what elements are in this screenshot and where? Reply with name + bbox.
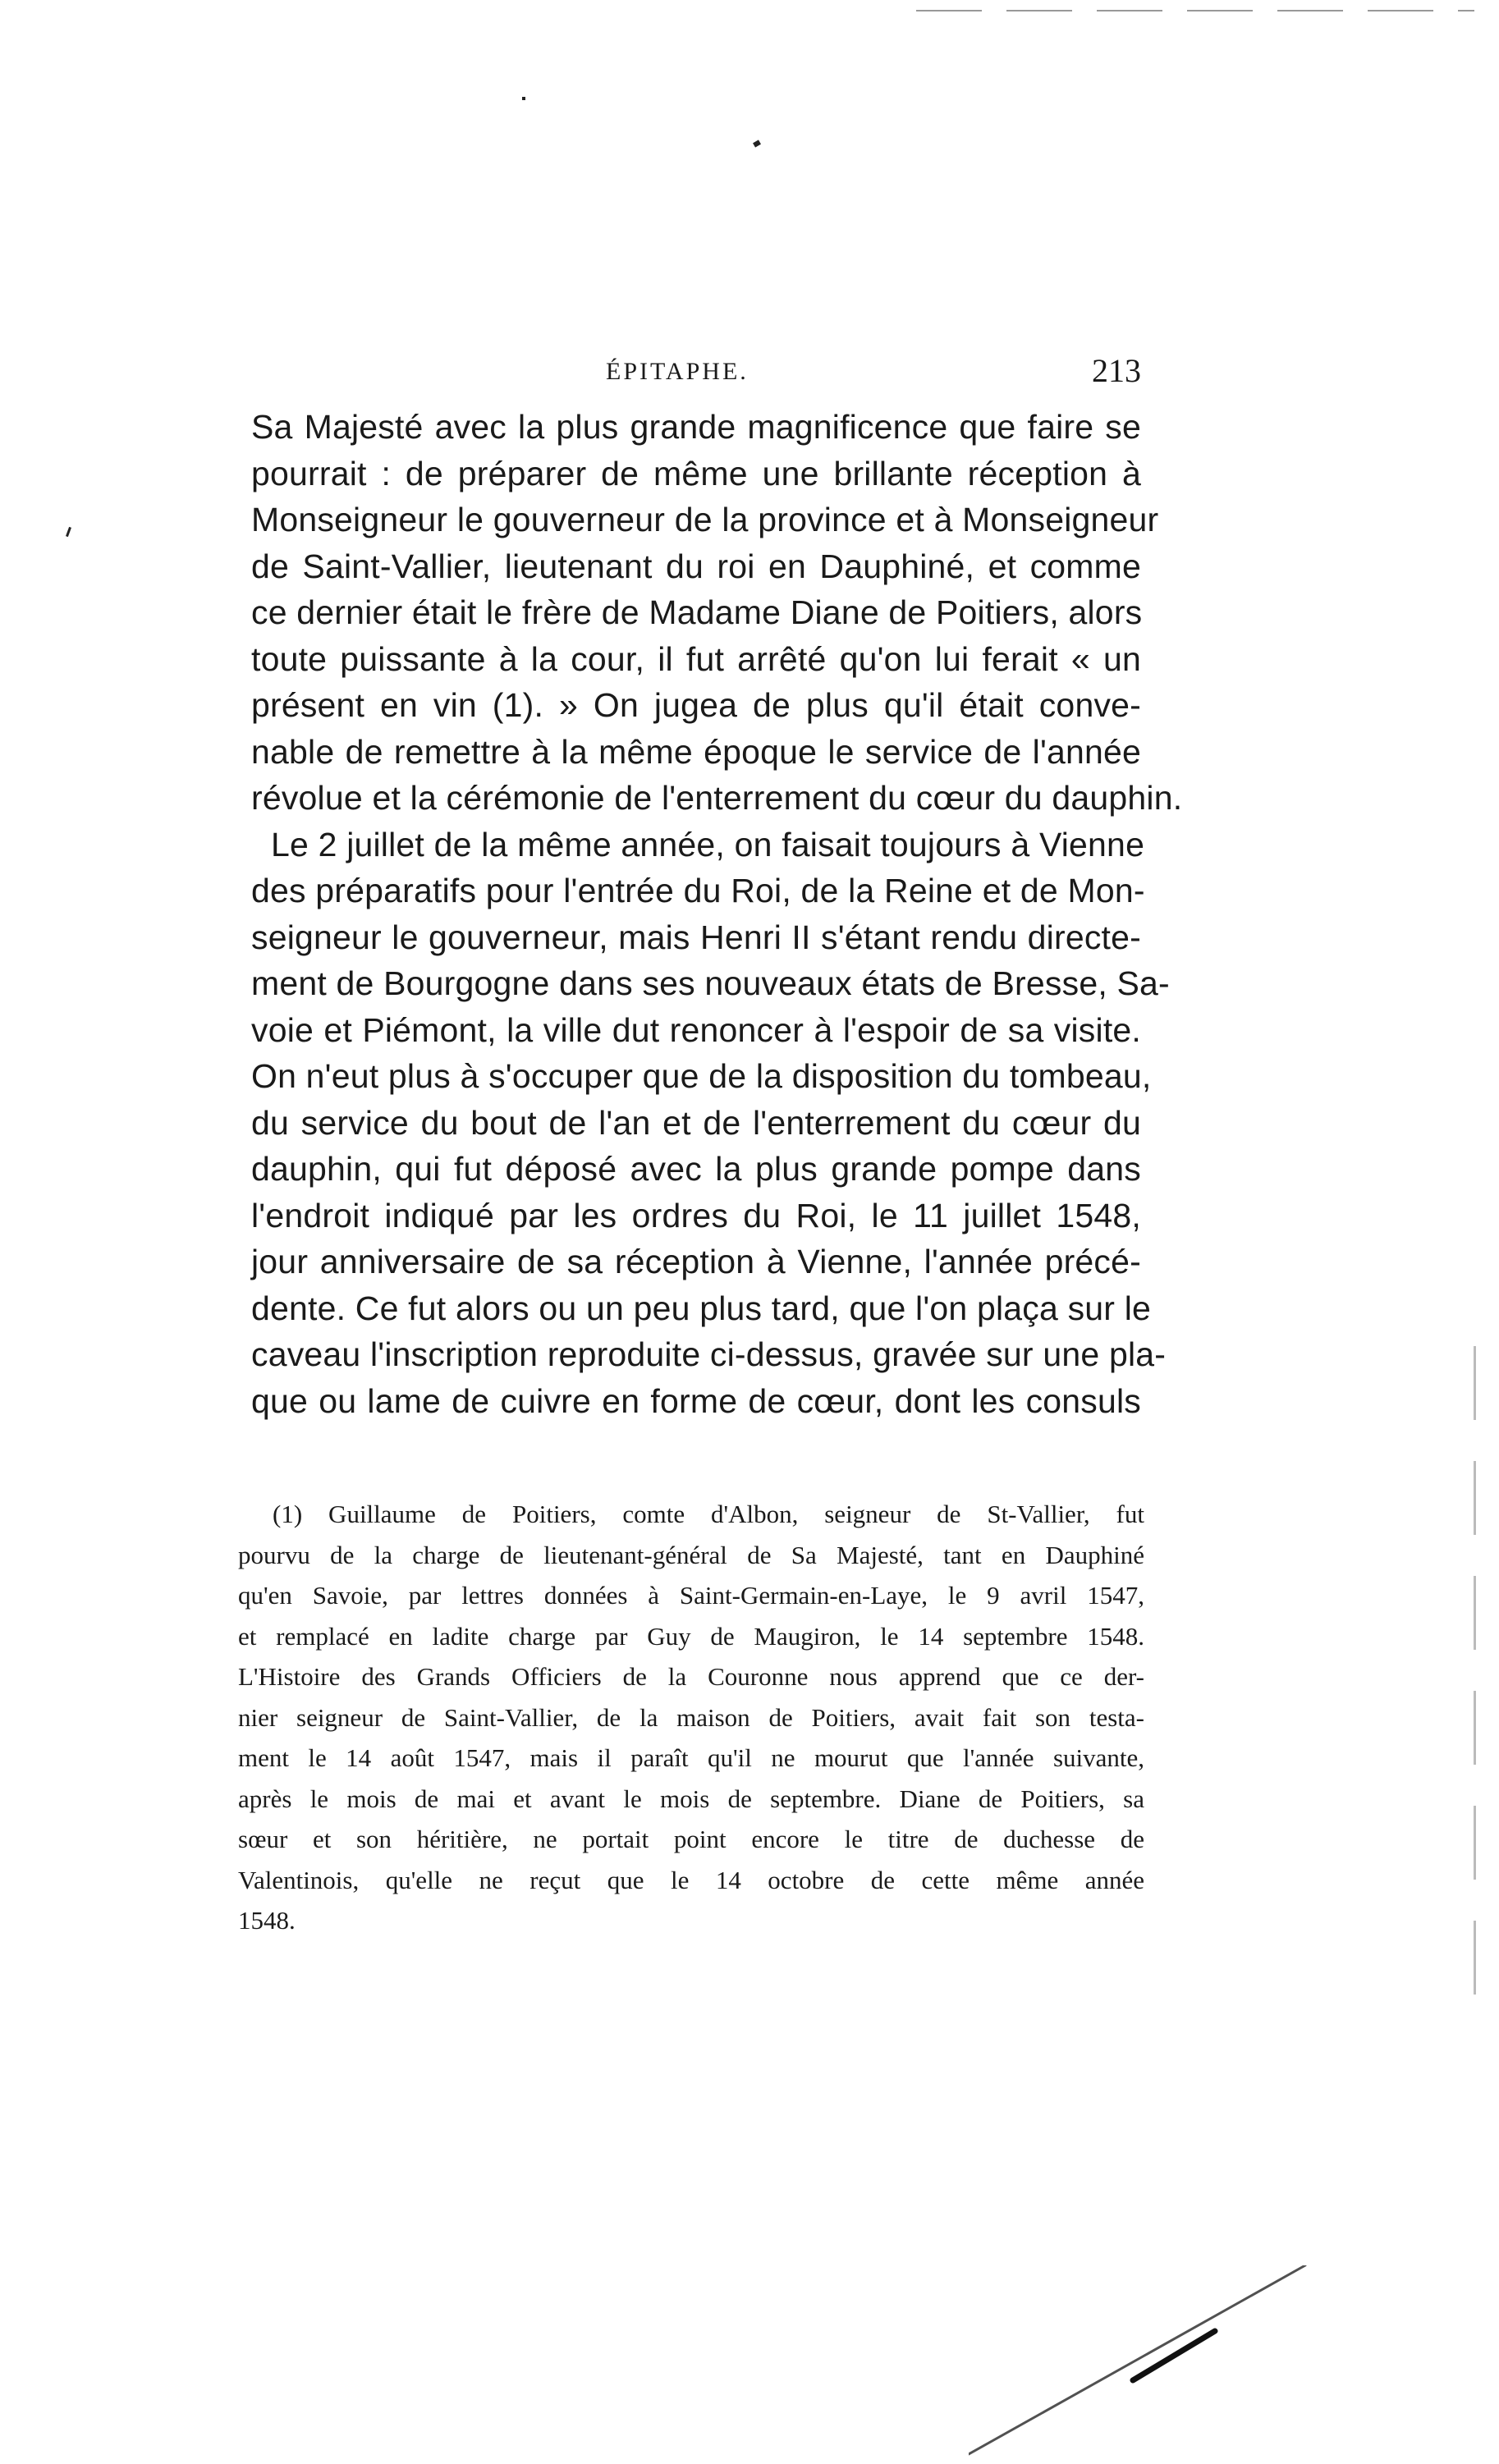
body-line: présent en vin (1). » On jugea de plus qu'il était conve-	[251, 686, 1141, 724]
footnote-line: sœur et son héritière, ne portait point encore le titre de duchesse de	[238, 1825, 1144, 1853]
body-line: du service du bout de l'an et de l'enterrement du cœur du	[251, 1103, 1141, 1142]
footnote-line: nier seigneur de Saint-Vallier, de la maison de Poitiers, avait fait son testa-	[238, 1702, 1144, 1732]
footnote-line: et remplacé en ladite charge par Guy de Maugiron, le 14 septembre 1548.	[238, 1621, 1144, 1651]
footnote-line: L'Histoire des Grands Officiers de la Couronne nous apprend que ce der-	[238, 1662, 1144, 1691]
footnote-line: Valentinois, qu'elle ne reçut que le 14 octobre de cette même année	[238, 1865, 1144, 1894]
page-number: 213	[1092, 352, 1141, 389]
body-line: caveau l'inscription reproduite ci-dessus, gravée sur une pla-	[251, 1335, 1167, 1373]
footnote-line: 1548.	[238, 1906, 296, 1935]
footnote-line: qu'en Savoie, par lettres données à Saint-Germain-en-Laye, le 9 avril 1547,	[238, 1581, 1144, 1610]
scan-stroke-artifact	[969, 2265, 1313, 2462]
body-line: Sa Majesté avec la plus grande magnificence que faire se	[251, 408, 1141, 446]
footnote-line: après le mois de mai et avant le mois de septembre. Diane de Poitiers, sa	[238, 1784, 1144, 1813]
body-line: seigneur le gouverneur, mais Henri II s'étant rendu directe-	[251, 918, 1141, 956]
body-line: que ou lame de cuivre en forme de cœur, dont les consuls	[251, 1381, 1141, 1420]
body-line: Monseigneur le gouverneur de la province et à Monseigneur	[251, 501, 1159, 538]
running-title: ÉPITAPHE.	[606, 358, 749, 385]
body-line: ment de Bourgogne dans ses nouveaux états de Bresse, Sa-	[251, 964, 1170, 1002]
body-line: pourrait : de préparer de même une brillante réception à	[251, 454, 1141, 492]
body-line: dauphin, qui fut déposé avec la plus grande pompe dans	[251, 1150, 1141, 1188]
body-line: révolue et la cérémonie de l'enterrement du cœur du dauphin.	[251, 779, 1183, 817]
body-text	[251, 404, 1183, 1424]
footnote-line: pourvu de la charge de lieutenant-général de Sa Majesté, tant en Dauphiné	[238, 1540, 1144, 1569]
scan-margin-rule	[1474, 1346, 1476, 2003]
running-head	[246, 351, 1141, 392]
body-line: toute puissante à la cour, il fut arrêté qu'on lui ferait « un	[251, 639, 1141, 678]
footnote-line: (1) Guillaume de Poitiers, comte d'Albon, seigneur de St-Vallier, fut	[273, 1500, 1144, 1528]
scan-speck	[753, 140, 761, 147]
scan-speck	[522, 97, 525, 100]
footnote	[238, 1494, 1144, 1941]
body-line: des préparatifs pour l'entrée du Roi, de la Reine et de Mon-	[251, 872, 1145, 909]
body-line: ce dernier était le frère de Madame Diane de Poitiers, alors	[251, 593, 1143, 631]
body-line: On n'eut plus à s'occuper que de la disposition du tombeau,	[251, 1057, 1152, 1095]
scan-speck	[66, 527, 71, 537]
body-line: jour anniversaire de sa réception à Vienne, l'année précé-	[251, 1243, 1141, 1280]
scan-edge-rule	[916, 10, 1474, 11]
body-line: Le 2 juillet de la même année, on faisait toujours à Vienne	[271, 825, 1145, 863]
body-line: l'endroit indiqué par les ordres du Roi, le 11 juillet 1548,	[251, 1196, 1141, 1234]
footnote-line: ment le 14 août 1547, mais il paraît qu'il ne mourut que l'année suivante,	[238, 1743, 1144, 1772]
body-line: de Saint-Vallier, lieutenant du roi en Dauphiné, et comme	[251, 547, 1141, 585]
body-line: dente. Ce fut alors ou un peu plus tard, que l'on plaça sur le	[251, 1289, 1152, 1327]
body-line: voie et Piémont, la ville dut renoncer à l'espoir de sa visite.	[251, 1010, 1141, 1049]
body-line: nable de remettre à la même époque le service de l'année	[251, 732, 1141, 771]
